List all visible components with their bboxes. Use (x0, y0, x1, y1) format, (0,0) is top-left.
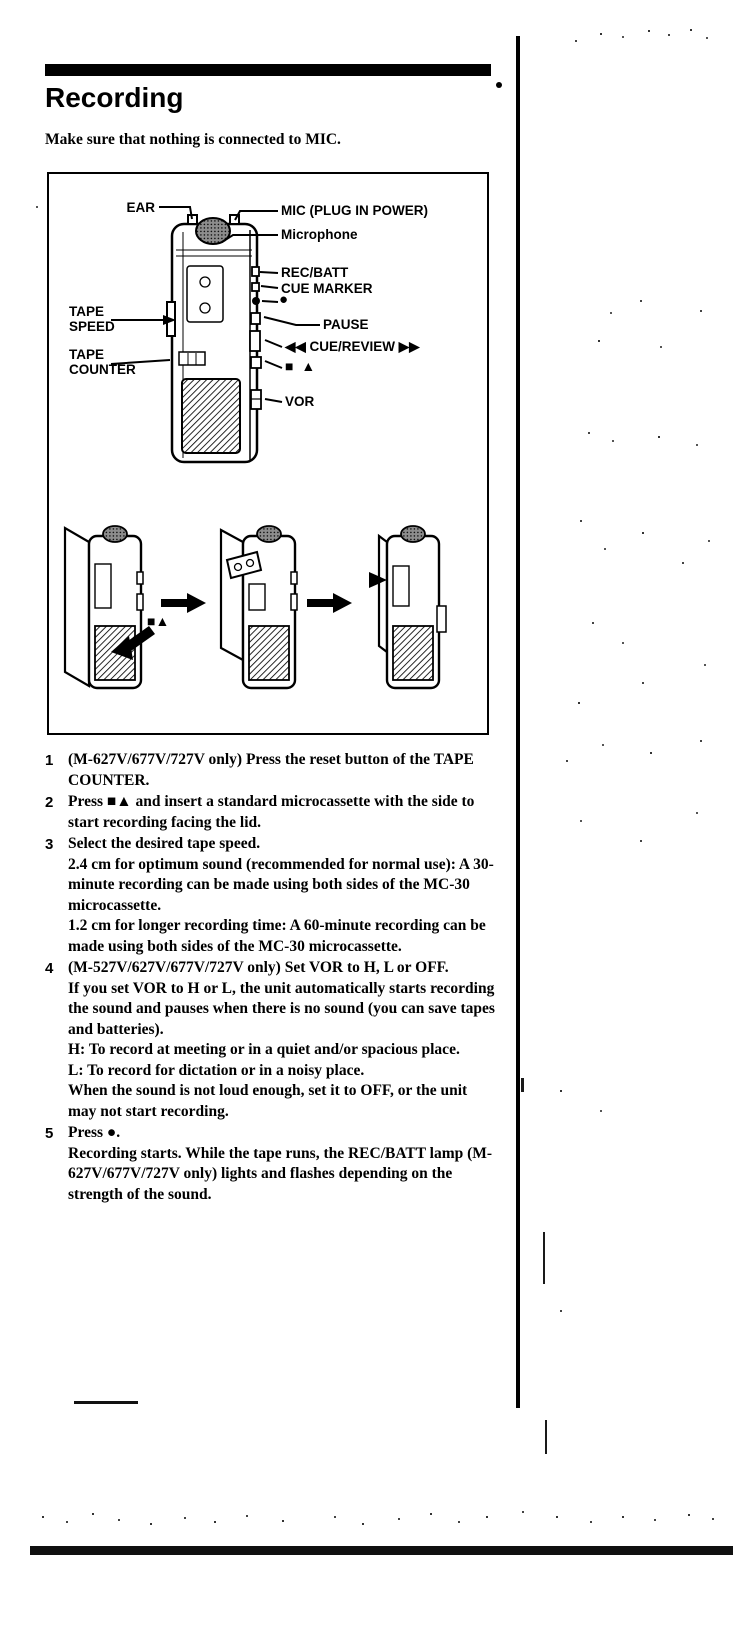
tape-counter-label: TAPE COUNTER (69, 347, 136, 377)
page-title: Recording (45, 82, 184, 113)
step-text: L: To record for dictation or in a noisy place. (68, 1061, 365, 1079)
step-item (45, 750, 497, 791)
step-text: If you set VOR to H or L, the unit automatically starts recording the sound and pauses when there is no sound (you can save tapes and batteries). (68, 979, 495, 1038)
step-text: (M-527V/627V/677V/727V only) Set VOR to H, L or OFF. (68, 959, 449, 976)
pause-label: PAUSE (323, 317, 369, 332)
binding-mark (545, 1420, 547, 1454)
step-text: When the sound is not loud enough, set it to OFF, or the unit may not start recording. (68, 1082, 468, 1120)
next-arrow-icon (161, 593, 206, 613)
step-number: 2 (45, 794, 54, 811)
insert-step-cassette (221, 526, 297, 688)
step-number: 4 (45, 960, 54, 977)
tape-speed-label: TAPE SPEED (69, 304, 115, 334)
intro-text: Make sure that nothing is connected to MIC. (45, 131, 341, 148)
step-text: H: To record at meeting or in a quiet and/or spacious place. (68, 1041, 460, 1058)
mic-jack-label: MIC (PLUG IN POWER) (281, 203, 428, 218)
stop-eject-label: ■ ▲ (285, 358, 318, 374)
insert-stop-eject-label: ■▲ (147, 613, 170, 629)
bottom-scan-bar (30, 1546, 733, 1555)
scan-bullet-mark (496, 82, 502, 88)
binding-line (516, 36, 520, 1408)
binding-mark (543, 1232, 545, 1284)
ear-label: EAR (126, 200, 155, 215)
step-item (45, 834, 497, 957)
recorder-illustration (49, 174, 487, 733)
step-number: 1 (45, 752, 54, 769)
step-number: 3 (45, 836, 54, 853)
next-arrow-icon (307, 593, 352, 613)
cue-review-label: ◀◀ CUE/REVIEW ▶▶ (285, 339, 420, 354)
insert-step-open-lid (65, 526, 155, 688)
step-item (45, 958, 497, 1122)
step-text: 2.4 cm for optimum sound (recommended for normal use): A 30-minute recording can be made using both sides of the MC-30 microcassette. (68, 855, 494, 914)
diagram-figure (47, 172, 489, 735)
microphone-label: Microphone (281, 227, 358, 242)
step-item (45, 1123, 497, 1205)
instruction-steps (45, 750, 497, 1206)
vor-label: VOR (285, 394, 315, 409)
step-text: 1.2 cm for longer recording time: A 60-minute recording can be made using both sides of the MC-30 microcassette. (68, 917, 486, 955)
step-number: 5 (45, 1125, 54, 1142)
step-text: Press ●. (68, 1124, 121, 1141)
insert-step-close-lid (369, 526, 446, 688)
scan-noise-dots (0, 0, 2, 2)
step-text: Select the desired tape speed. (68, 835, 261, 852)
step-text: Recording starts. While the tape runs, the REC/BATT lamp (M-627V/677V/727V only) lights and flashes depending on the strength of the sound. (68, 1144, 493, 1203)
main-device-drawing (167, 215, 261, 462)
section-rule (45, 64, 491, 76)
cue-marker-label: CUE MARKER (281, 281, 373, 296)
step-item (45, 792, 497, 833)
step-text: Press ■▲ and insert a standard microcassette with the side to start recording facing the lid. (68, 793, 475, 831)
scan-dash-mark (74, 1401, 138, 1404)
rec-batt-label: REC/BATT (281, 265, 349, 280)
record-button-label: ● (279, 291, 289, 308)
step-text: (M-627V/677V/727V only) Press the reset button of the TAPE COUNTER. (68, 751, 474, 789)
binding-mark (521, 1078, 524, 1092)
